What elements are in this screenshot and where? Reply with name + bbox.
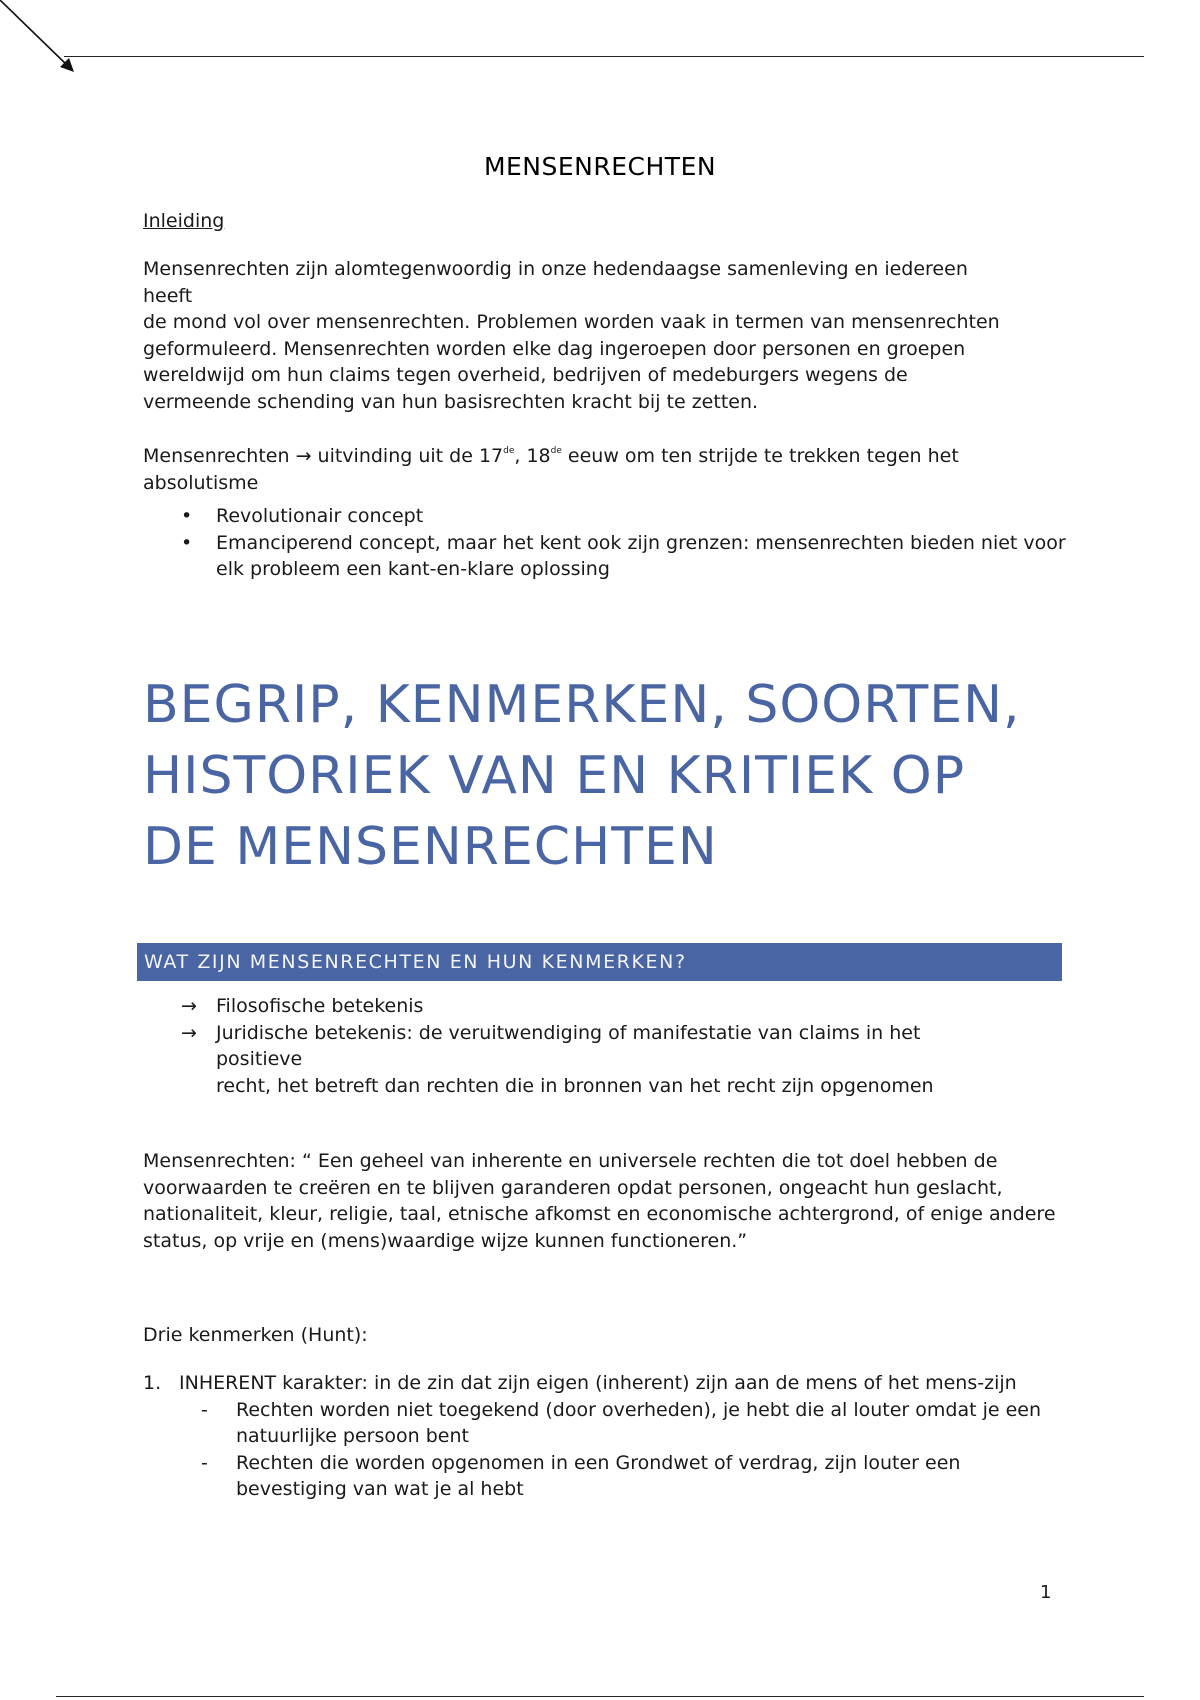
corner-arrow-icon [0,0,90,90]
arrow-item-line: recht, het betreft dan rechten die in bronnen van het recht zijn opgenomen [216,1074,934,1097]
intro-line: Mensenrechten zijn alomtegenwoordig in onze hedendaagse samenleving en iedereen [143,258,968,280]
intro-line: wereldwijd om hun claims tegen overheid, bedrijven of medeburgers wegens de [143,364,908,386]
header-rule [64,56,1144,57]
page-number: 1 [1040,1582,1052,1603]
numbered-item-text: INHERENT karakter: in de zin dat zijn eigen (inherent) zijn aan de mens of het mens-zijn [179,1372,1017,1394]
list-item [143,1450,1073,1503]
bullet-list [143,503,1073,583]
bullet-text: Emanciperend concept, maar het kent ook zijn grenzen: mensenrechten bieden niet voor elk probleem een kant-en-klare oplossing [216,531,1066,580]
document-title: MENSENRECHTEN [483,152,717,181]
intro-line: geformuleerd. Mensenrechten worden elke dag ingeroepen door personen en groepen [143,337,966,360]
section-heading-band [137,943,1062,981]
ordinal-suffix: de [550,446,562,456]
numbered-list [143,1370,1073,1503]
sub-item-text: Rechten die worden opgenomen in een Grondwet of verdrag, zijn louter een bevestiging van wat je al hebt [236,1451,961,1500]
list-item [143,1397,1073,1450]
intro-line: vermeende schending van hun basisrechten kracht bij te zetten. [143,390,759,413]
arrow-icon: → [181,1021,197,1044]
list-item [143,503,1073,530]
list-item [143,1370,1073,1397]
arrow-list [143,993,1073,1099]
dash-icon: - [201,1451,208,1474]
list-item [143,993,1073,1020]
intro-paragraph [143,256,1073,415]
chapter-heading-line: BEGRIP, KENMERKEN, SOORTEN, [143,675,1021,735]
list-number: 1. [143,1372,162,1394]
invention-paragraph [143,438,1073,496]
chapter-heading-line: HISTORIEK VAN EN KRITIEK OP [143,746,966,806]
chapter-heading-line: DE MENSENRECHTEN [143,817,718,877]
intro-line: heeft [143,284,193,307]
dash-icon: - [201,1398,208,1421]
section-heading-text: WAT ZIJN MENSENRECHTEN EN HUN KENMERKEN? [144,951,687,973]
invention-lead: Mensenrechten [143,445,290,467]
sub-list [143,1397,1073,1503]
chapter-heading [143,670,1123,883]
footer-rule [56,1696,1144,1697]
definition-paragraph: Mensenrechten: “ Een geheel van inherente en universele rechten die tot doel hebben de voorwaarden te creëren en te blijven garanderen opdat personen, ongeacht hun geslacht, nationaliteit, kleur, religie, taal, etnische afkomst en economische achtergrond, of enige andere status, op vrije en (mens)waardige wijze kunnen functioneren.” [143,1150,1056,1252]
arrow-item-line: positieve [216,1048,303,1070]
invention-text: uitvinding uit de 17 [311,445,504,467]
intro-line: de mond vol over mensenrechten. Problemen worden vaak in termen van mensenrechten [143,311,1000,333]
section-label-inleiding: Inleiding [143,210,225,232]
bullet-text: Revolutionair concept [216,505,424,527]
invention-text: , 18 [514,445,551,467]
characteristics-label: Drie kenmerken (Hunt): [143,1324,368,1346]
arrow-item-line: Juridische betekenis: de veruitwendiging of manifestatie van claims in het [216,1021,921,1044]
invention-text: eeuw om ten strijde te trekken tegen het absolutisme [143,445,959,494]
arrow-icon: → [295,445,312,467]
bullet-icon: • [181,505,193,527]
list-item [143,530,1073,583]
ordinal-suffix: de [503,446,515,456]
sub-item-text: Rechten worden niet toegekend (door overheden), je hebt die al louter omdat je een natuurlijke persoon bent [236,1398,1042,1447]
list-item [143,1020,1073,1100]
arrow-icon: → [181,995,197,1017]
arrow-item-line: Filosofische betekenis [216,995,424,1017]
bullet-icon: • [181,531,193,554]
